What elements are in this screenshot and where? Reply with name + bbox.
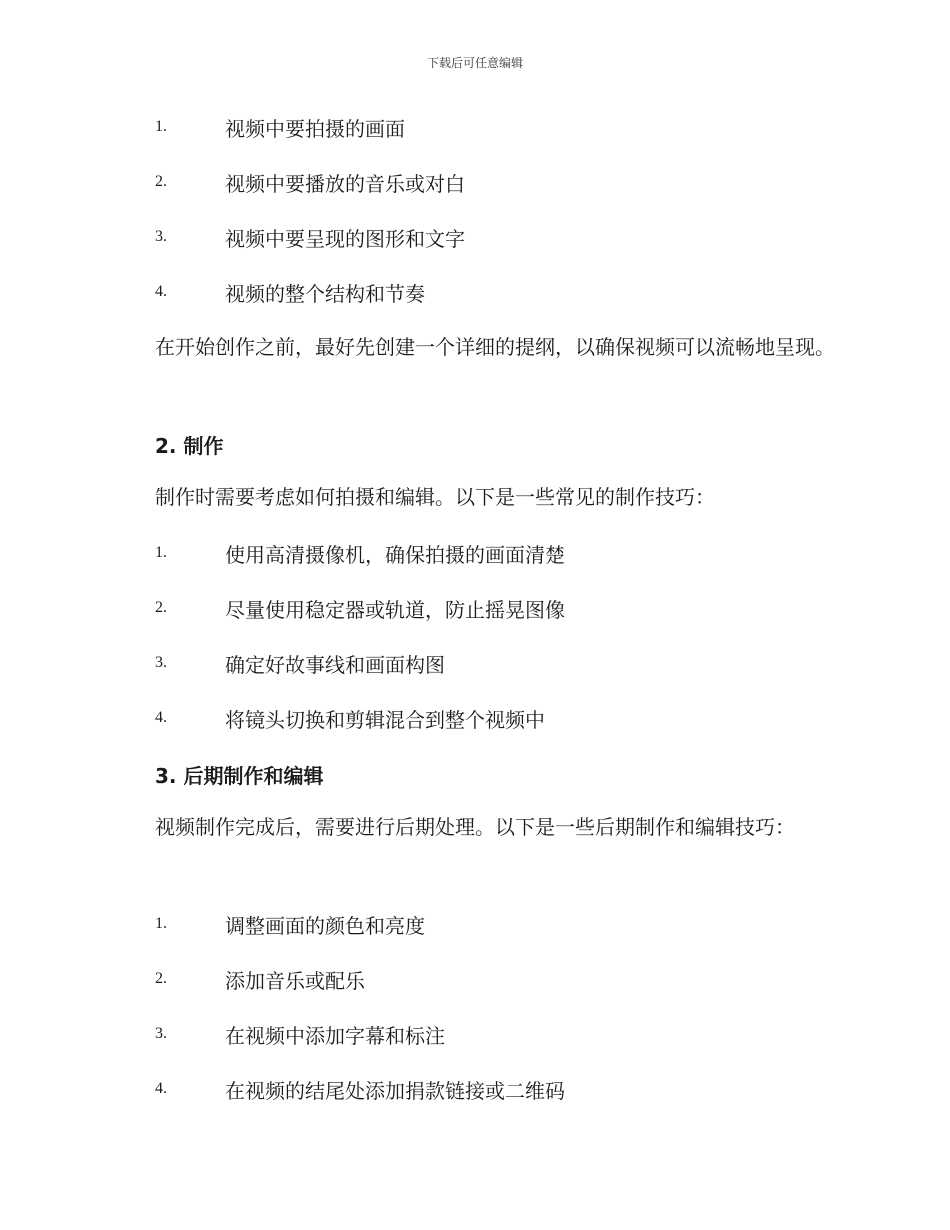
list-item xyxy=(155,703,545,733)
list-number: 2. xyxy=(155,970,167,987)
list-text: 在视频的结尾处添加捐款链接或二维码 xyxy=(225,1078,565,1103)
list-number: 3. xyxy=(155,654,167,671)
list-item xyxy=(155,112,405,142)
list-number: 4. xyxy=(155,709,167,726)
body-paragraph: 视频制作完成后，需要进行后期处理。以下是一些后期制作和编辑技巧： xyxy=(155,815,795,839)
list-number: 1. xyxy=(155,118,167,135)
page-header: 下载后可任意编辑 xyxy=(426,56,523,70)
list-text: 添加音乐或配乐 xyxy=(225,968,365,993)
body-paragraph: 在开始创作之前，最好先创建一个详细的提纲，以确保视频可以流畅地呈现。 xyxy=(155,335,835,359)
list-text: 使用高清摄像机，确保拍摄的画面清楚 xyxy=(225,542,565,567)
list-text: 视频中要拍摄的画面 xyxy=(225,116,405,141)
list-number: 3. xyxy=(155,1025,167,1042)
list-text: 将镜头切换和剪辑混合到整个视频中 xyxy=(225,707,545,732)
list-item xyxy=(155,222,465,252)
list-item xyxy=(155,1074,565,1104)
body-paragraph: 制作时需要考虑如何拍摄和编辑。以下是一些常见的制作技巧： xyxy=(155,485,715,509)
list-item xyxy=(155,964,365,994)
list-number: 2. xyxy=(155,173,167,190)
list-text: 视频的整个结构和节奏 xyxy=(225,281,425,306)
list-item xyxy=(155,167,465,197)
section-heading: 3. 后期制作和编辑 xyxy=(155,764,324,788)
list-text: 调整画面的颜色和亮度 xyxy=(225,913,425,938)
list-item xyxy=(155,593,565,623)
list-text: 在视频中添加字幕和标注 xyxy=(225,1023,445,1048)
list-number: 1. xyxy=(155,915,167,932)
list-item xyxy=(155,909,425,939)
list-item xyxy=(155,648,445,678)
list-number: 2. xyxy=(155,599,167,616)
list-item xyxy=(155,538,565,568)
list-text: 视频中要呈现的图形和文字 xyxy=(225,226,465,251)
list-item xyxy=(155,1019,445,1049)
section-heading: 2. 制作 xyxy=(155,434,224,458)
list-text: 尽量使用稳定器或轨道，防止摇晃图像 xyxy=(225,597,565,622)
list-item xyxy=(155,277,425,307)
list-number: 1. xyxy=(155,544,167,561)
list-text: 视频中要播放的音乐或对白 xyxy=(225,171,465,196)
list-text: 确定好故事线和画面构图 xyxy=(225,652,445,677)
list-number: 4. xyxy=(155,1080,167,1097)
list-number: 4. xyxy=(155,283,167,300)
list-number: 3. xyxy=(155,228,167,245)
